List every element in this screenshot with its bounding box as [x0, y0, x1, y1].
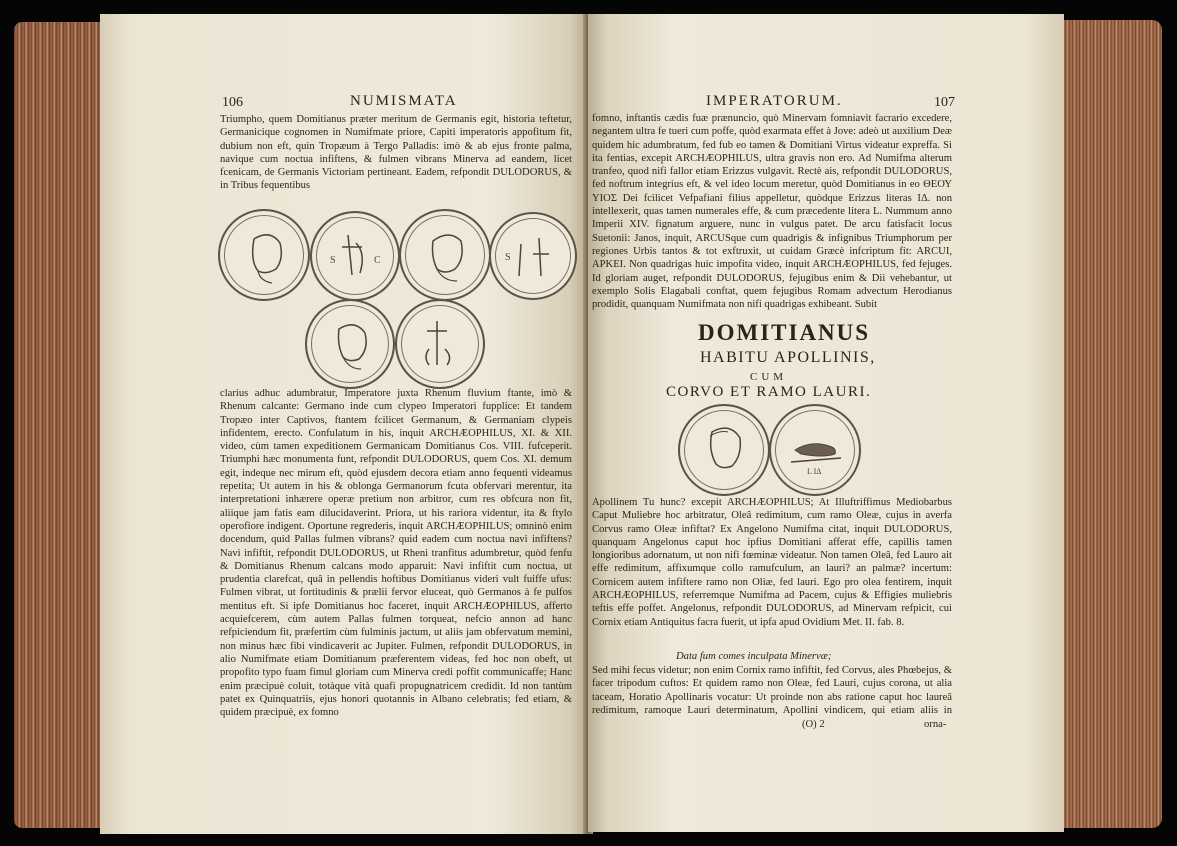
- catchword: orna-: [924, 719, 947, 730]
- book-edge-right: [1062, 20, 1162, 828]
- coin-minerva-trophy: [310, 211, 400, 301]
- svg-text:S: S: [330, 255, 336, 266]
- right-top-text: fomno, inftantis cædis fuæ prænuncio, quò Minervam fomniavit facrario excedere, negantem ultra fe tueri cum poffe, quòd exarmata effet à Jove: adeò ut auxilium Deæ quidem hic adumbratum, fed fub eo tamen & Domitiani Virtus videatur expreffa. Si ita fentias, excepit ARCHÆOPHILUS, ultra gravis non ero. Ad Numifma alterum tranfeo, quod nifi fallor etiam Erizzus vulgavit. Rectè ais, refpondit DULODORUS, fed noftrum integrius eft, & vel ideo locum meretur, quòd Domitianus in eo ΘΕΟΥ ΥΙΟΣ Dei fcilicet Vefpafiani filius appelletur, quòdque Erizzus literas ΙΔ. non intellexerit, quas tamen numerales effe, & cum præcedente litera L. Nummum anno Imperii XIV. fignatum arguere, nunc in vulgus patet. De arcu fatisfacit locus Suetonii: Janos, inquit, ARCUSque cum quadrigis & infignibus Triumphorum per regiones Urbis tantos & tot exftruxit, ut cuidam Græcè infcriptum fit: ARCUI, ΑΡΚΕΙ. Non quadrigas huic impofita video, inquit ARCHÆOPHILUS, fed fejuges. Id gloriam auget, refpondit DULODORUS, fejugibus enim & Dii vehebantur, ut exemplo Solis Elagabali conftat, quem fejugibus Romam advectum Herodianus prodidit, quanquam Numifmata non nifi quadrigas exhibeant. Subit: [592, 113, 952, 311]
- right-page-header: IMPERATORUM.: [706, 93, 843, 109]
- coin-domitian-portrait-3: [305, 299, 395, 389]
- right-page-number: 107: [934, 95, 955, 110]
- section-subtitle-corvo: CORVO ET RAMO LAURI.: [666, 384, 872, 400]
- left-top-text: Triumpho, quem Domitianus præter meritum de Germanis egit, historia teftetur, Germanicique cognomen in Numifmate priore, Capiti imperatoris appofitum fit, dubium non eft, quin Tropæum à Tergo Palladis: imò & ab ejus fronte palma, navique cum noctua infiftens, & fulmen vibrans Minerva ad eandem, licet fcenicam, de Germanis Victoriam pertineant. Eadem, refpondit DULODORUS, & in Tribus fequentibus: [220, 114, 572, 192]
- coin-domitian-portrait-1: [218, 209, 310, 301]
- coin-germania-captives: [395, 299, 485, 389]
- svg-text:C: C: [374, 255, 381, 266]
- section-subtitle: HABITU APOLLINIS,: [700, 349, 876, 366]
- left-page-header: NUMISMATA: [350, 93, 458, 109]
- left-body-text: clarius adhuc adumbratur, Imperatore juxta Rhenum fluvium ftante, imò & Rhenum calcante: Germano inde cum clypeo Imperatori fupplice: Et tandem Tropæo inter Captivos, ftantem fcilicet Germanum, & Germaniam clypeis infidentem, erecto. Confulatum in his, inquit ARCHÆOPHILUS, XI. & XII. video, cùm tamen expeditionem Germanicam Domitianus Cos. VIII. fufceperit. Triumphi hæc monumenta funt, refpondit DULODORUS, quem Cos. XI. demum egit, indeque nec mirum eft, quòd ejusdem decora etiam anno fequenti videamus repetita; Ut autem in his & oblonga Germanorum fcuta obfervari merentur, ita interpretationi inhærere operæ pretium non arbitror, cum res obfcura non fit, aliique jam fatis eam dilucidaverint. Priora, ut his rariora videntur, ita & ftylo operofiore indigent. Oportune regrederis, inquit ARCHÆOPHILUS; omninò enim docendum, quid Pallas fulmen vibrans? quid eadem cum noctua navi infiftens? Navi infiftit, refpondit DULODORUS, ut Rheni tranfitus adumbretur, quòd fenfu & Domitianus Rhenum calcans modo apparuit: Navi infiftit cum noctua, ut prudentia clarefcat, quâ in pellendis hoftibus Domitianus videri vult fuiffe ufus: Fulmen vibrat, ut fortitudinis & prælii fervor eluceat, quò Germanos à fe pulfos mentitus eft. Si ipfe Domitianus hoc faceret, inquit ARCHÆOPHILUS, afferto acquiefcerem, cùm autem Pallas fulmen torqueat, nefcio annon ad hanc refpiciendum fit, præfertim cùm fulminis jactum, ut aliis jam obfervatum memini, non minus hæc fibi vindicaverit ac Jupiter. Fulmen, refpondit DULODORUS, in alio Numifmate etiam Domitianum præferentem videas, fed hoc non obeft, ut propofito typo fuam fimul gloriam cum Minerva credi poffit communicaffe; Hanc enim præcipuè coluit, totàque vità quafi propugnatricem credidit. Id non tantùm patet ex Quinquatriis, ejus honori quotannis in Albano celebratis; fed etiam, & quidem præcipuè, ex fomno: [220, 388, 572, 719]
- section-title: DOMITIANUS: [698, 320, 871, 345]
- signature-mark: (O) 2: [802, 719, 825, 730]
- coin-standing-figures: [489, 212, 577, 300]
- coin-raven-on-branch: [769, 404, 861, 496]
- svg-text:L IΔ: L IΔ: [807, 467, 822, 476]
- left-page: [100, 14, 588, 834]
- left-page-number: 106: [222, 95, 243, 110]
- right-bottom-text-2: Sed mihi fecus videtur; non enim Cornix ramo infiftit, fed Corvus, ales Phœbejus, & facer tripodum cuftos: Et quidem ramo non Oleæ, fed Lauri, cujus corona, ut alia taceam, Horatio Apollinaris vocatur: Ut proinde non abs ratione caput hoc laureâ redimitum, ramoque Lauri determinatum, Apollini vindicem, qui etiam aliis in: [592, 665, 952, 716]
- coin-domitian-portrait-2: [399, 209, 491, 301]
- coin-apollo-portrait: [678, 404, 770, 496]
- right-page: [588, 14, 1064, 832]
- right-bottom-text: Apollinem Tu hunc? excepit ARCHÆOPHILUS; At Illuftriffimus Mediobarbus Caput Muliebre hoc arbitratur, Oleâ redimitum, cum ramo Oleæ, cujus in averfa Corvus ramo Oleæ infiftat? Ex Angelono Numifma citat, inquit DULODORUS, quanquam Angelonus caput hoc ipfius Domitiani afferat effe, capillis tamen longioribus adornatum, ut non nifi fœminæ videatur. Non tamen Oleâ, fed Lauro ait effe redimitum, affixumque collo ramufculum, an lauri? an palmæ? incertum: Cornicem autem infiftere ramo non Oliæ, fed lauri. Ego pro olea fentirem, inquit ARCHÆOPHILUS, referremque Numifma ad Pacem, cujus & Effigies muliebris teftis effe poffet. Angelonus, refpondit DULODORUS, ad Minervam refpicit, cui Cornix etiam Antiquitus facra fuerit, ut ipfa apud Ovidium Met. II. fab. 8.: [592, 497, 952, 628]
- ovid-verse: Data fum comes inculpata Minervæ;: [676, 651, 832, 662]
- svg-text:S: S: [505, 252, 511, 263]
- section-subtitle-cum: CUM: [750, 371, 788, 383]
- book-edge-left: [14, 22, 100, 828]
